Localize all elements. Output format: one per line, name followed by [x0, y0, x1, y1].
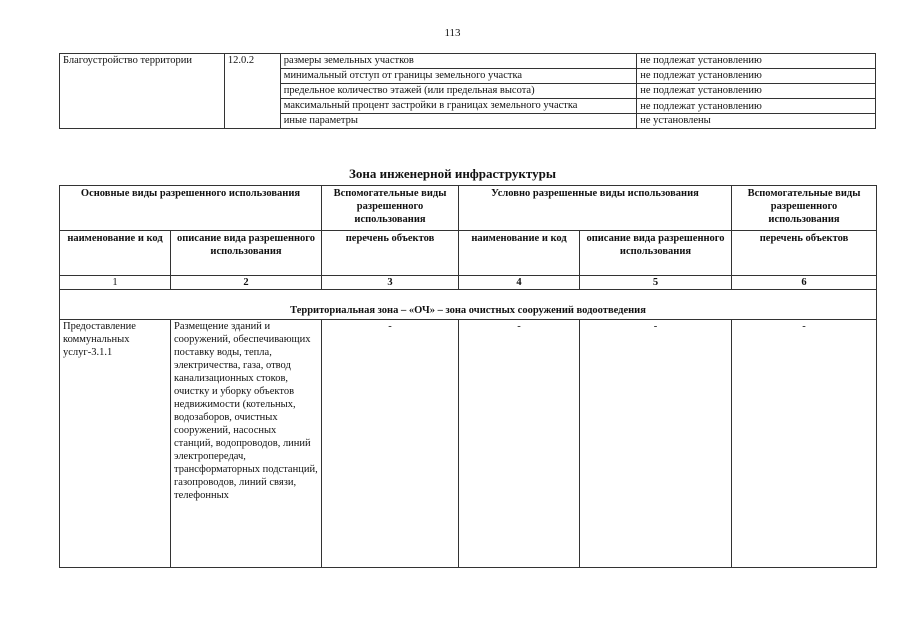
- row-description-cell: Размещение зданий и сооружений, обеспечивающих поставку воды, тепла, электричества, газа, отвод канализационных стоков, очистку и уборку объектов недвижимости (котельных, водозаборов, очистных сооружений, насосных станций, водопроводов, линий электропередач, трансформаторных подстанций, газопроводов, линий связи, телефонных: [171, 320, 322, 568]
- col-number: 3: [322, 276, 459, 290]
- table-row: [60, 320, 877, 568]
- row-c3-cell: -: [322, 320, 459, 568]
- subzone-row: [60, 290, 877, 320]
- row-name-cell: Предоставление коммунальных услуг-3.1.1: [60, 320, 171, 568]
- col-number: 1: [60, 276, 171, 290]
- param-cell: предельное количество этажей (или предельная высота): [280, 84, 636, 99]
- header-aux2: Вспомогательные виды разрешенного использования: [732, 186, 877, 231]
- value-cell: не подлежат установлению: [637, 99, 876, 114]
- table-row: [60, 54, 876, 69]
- header-c1: наименование и код: [60, 231, 171, 276]
- col-number: 4: [459, 276, 580, 290]
- use-code-cell: 12.0.2: [224, 54, 280, 129]
- use-name-cell: Благоустройство территории: [60, 54, 225, 129]
- header-c5: описание вида разрешенного использования: [580, 231, 732, 276]
- header-aux1: Вспомогательные виды разрешенного использования: [322, 186, 459, 231]
- zone-table: [59, 185, 877, 568]
- header-c4: наименование и код: [459, 231, 580, 276]
- value-cell: не подлежат установлению: [637, 84, 876, 99]
- header-row: [60, 231, 877, 276]
- number-row: [60, 276, 877, 290]
- top-parameters-table: [59, 53, 876, 129]
- header-conditional: Условно разрешенные виды использования: [459, 186, 732, 231]
- header-c2: описание вида разрешенного использования: [171, 231, 322, 276]
- page-number: 113: [444, 27, 461, 39]
- zone-title: Зона инженерной инфраструктуры: [349, 166, 556, 181]
- row-c5-cell: -: [580, 320, 732, 568]
- param-cell: минимальный отступ от границы земельного участка: [280, 69, 636, 84]
- param-cell: размеры земельных участков: [280, 54, 636, 69]
- param-cell: максимальный процент застройки в границах земельного участка: [280, 99, 636, 114]
- row-c6-cell: -: [732, 320, 877, 568]
- param-cell: иные параметры: [280, 114, 636, 129]
- subzone-title: Территориальная зона – «ОЧ» – зона очистных сооружений водоотведения: [60, 290, 877, 320]
- value-cell: не подлежат установлению: [637, 69, 876, 84]
- row-c4-cell: -: [459, 320, 580, 568]
- col-number: 6: [732, 276, 877, 290]
- col-number: 2: [171, 276, 322, 290]
- header-row: [60, 186, 877, 231]
- header-c3: перечень объектов: [322, 231, 459, 276]
- value-cell: не подлежат установлению: [637, 54, 876, 69]
- header-c6: перечень объектов: [732, 231, 877, 276]
- header-basic: Основные виды разрешенного использования: [60, 186, 322, 231]
- col-number: 5: [580, 276, 732, 290]
- value-cell: не установлены: [637, 114, 876, 129]
